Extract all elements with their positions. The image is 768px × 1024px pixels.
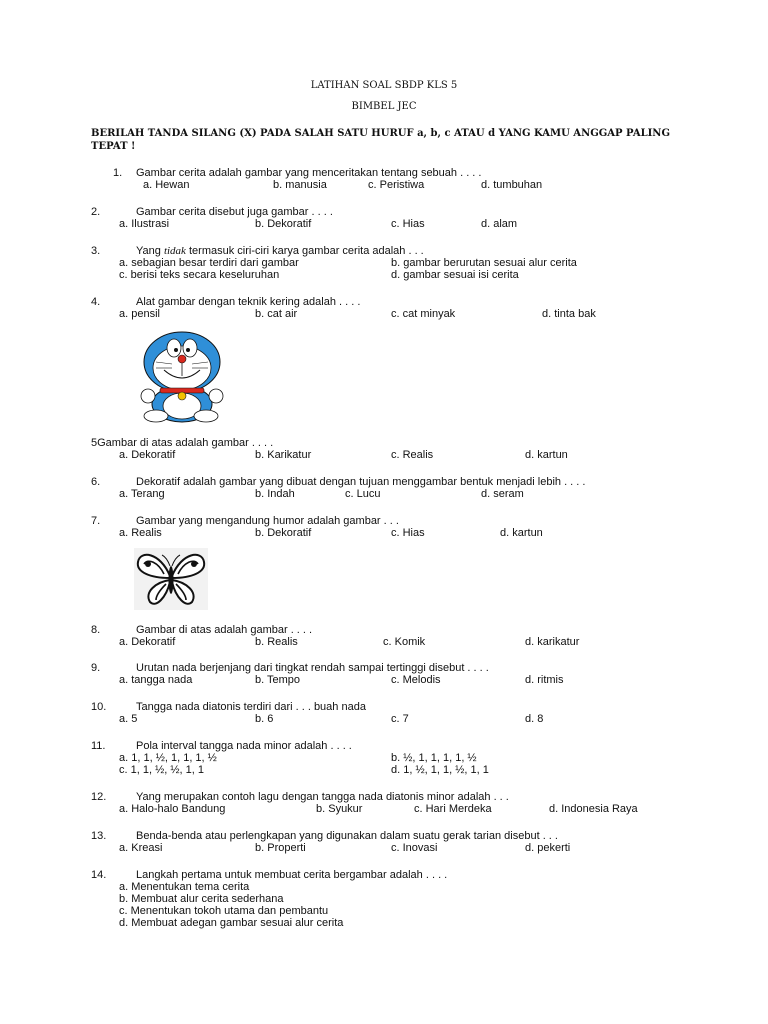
question-number: 12.	[91, 791, 107, 803]
option-a: a. 1, 1, ½, 1, 1, 1, ½	[119, 752, 217, 764]
question-number: 6.	[91, 476, 101, 488]
option-b: b. Dekoratif	[255, 218, 312, 230]
option-b: b. Properti	[255, 842, 306, 854]
option-a: a. Halo-halo Bandung	[119, 803, 226, 815]
question-number: 5	[91, 437, 98, 449]
option-c: c. Realis	[391, 449, 434, 461]
option-d: d. seram	[481, 488, 524, 500]
option-c: c. Menentukan tokoh utama dan pembantu	[119, 905, 329, 917]
emphasized-word: tidak	[163, 245, 186, 257]
option-d: d. kartun	[500, 527, 543, 539]
option-d: d. alam	[481, 218, 518, 230]
question-number: 1.	[113, 167, 123, 179]
option-d: d. karikatur	[525, 636, 580, 648]
option-b: b. Karikatur	[255, 449, 312, 461]
question-text: Gambar cerita adalah gambar yang menceritakan tentang sebuah . . . .	[136, 167, 482, 179]
option-b: b. Syukur	[316, 803, 363, 815]
option-d: d. tumbuhan	[481, 179, 543, 191]
document-subtitle: BIMBEL JEC	[351, 101, 417, 112]
option-c: c. Inovasi	[391, 842, 438, 854]
question-number: 8.	[91, 624, 101, 636]
question-number: 3.	[91, 245, 101, 257]
option-a: a. Kreasi	[119, 842, 163, 854]
question-number: 9.	[91, 662, 101, 674]
question-text: Yang merupakan contoh lagu dengan tangga nada diatonis minor adalah . . .	[136, 791, 509, 803]
option-d: d. 8	[525, 713, 544, 725]
option-a: a. Dekoratif	[119, 449, 176, 461]
option-c: c. berisi teks secara keseluruhan	[119, 269, 280, 281]
option-a: a. Hewan	[143, 179, 190, 191]
question-text: Urutan nada berjenjang dari tingkat rendah sampai tertinggi disebut . . . .	[136, 662, 489, 674]
question-number: 13.	[91, 830, 107, 842]
option-a: a. Dekoratif	[119, 636, 176, 648]
option-a: a. Menentukan tema cerita	[119, 881, 250, 893]
option-b: b. 6	[255, 713, 274, 725]
option-d: d. Membuat adegan gambar sesuai alur cerita	[119, 917, 344, 929]
option-b: b. cat air	[255, 308, 298, 320]
question-number: 11.	[91, 740, 106, 752]
option-d: d. ritmis	[525, 674, 564, 686]
question-number: 2.	[91, 206, 101, 218]
option-b: b. Tempo	[255, 674, 301, 686]
option-b: b. Dekoratif	[255, 527, 312, 539]
question-text: Tangga nada diatonis terdiri dari . . . buah nada	[136, 701, 366, 713]
question-text: Gambar cerita disebut juga gambar . . . .	[136, 206, 333, 218]
option-d: d. 1, ½, 1, 1, ½, 1, 1	[391, 764, 489, 776]
option-b: b. Indah	[255, 488, 295, 500]
question-number: 14.	[91, 869, 107, 881]
option-d: d. kartun	[525, 449, 568, 461]
instruction-line-1: BERILAH TANDA SILANG (X) PADA SALAH SATU HURUF a, b, c ATAU d YANG KAMU ANGGAP PALING	[91, 128, 670, 139]
option-a: a. Realis	[119, 527, 162, 539]
question-number: 10.	[91, 701, 107, 713]
question-number: 4.	[91, 296, 101, 308]
cartoon-robot-cat-picture	[134, 330, 226, 424]
decorative-butterfly-picture	[134, 548, 208, 610]
option-c: c. Lucu	[345, 488, 381, 500]
option-d: d. tinta bak	[542, 308, 596, 320]
option-d: d. pekerti	[525, 842, 571, 854]
question-text: Yang tidak termasuk ciri-ciri karya gambar cerita adalah . . .	[136, 245, 424, 257]
option-b: b. Membuat alur cerita sederhana	[119, 893, 284, 905]
option-c: c. Komik	[383, 636, 426, 648]
document-title: LATIHAN SOAL SBDP KLS 5	[310, 80, 458, 91]
option-d: d. Indonesia Raya	[549, 803, 638, 815]
option-c: c. Hias	[391, 218, 425, 230]
option-a: a. tangga nada	[119, 674, 193, 686]
question-text: Gambar di atas adalah gambar . . . .	[136, 624, 313, 636]
question-text: Langkah pertama untuk membuat cerita bergambar adalah . . . .	[136, 869, 448, 881]
instruction-line-2: TEPAT !	[91, 141, 136, 152]
option-c: c. 7	[391, 713, 409, 725]
option-b: b. manusia	[273, 179, 327, 191]
option-d: d. gambar sesuai isi cerita	[391, 269, 519, 281]
option-b: b. gambar berurutan sesuai alur cerita	[391, 257, 577, 269]
option-b: b. Realis	[255, 636, 298, 648]
option-a: a. pensil	[119, 308, 160, 320]
option-c: c. Hias	[391, 527, 425, 539]
option-c: c. Melodis	[391, 674, 441, 686]
option-a: a. 5	[119, 713, 138, 725]
option-c: c. Peristiwa	[368, 179, 425, 191]
option-c: c. Hari Merdeka	[414, 803, 492, 815]
option-a: a. Ilustrasi	[119, 218, 170, 230]
option-c: c. cat minyak	[391, 308, 456, 320]
question-number: 7.	[91, 515, 101, 527]
question-text: 5Gambar di atas adalah gambar . . . .	[91, 437, 274, 449]
option-a: a. Terang	[119, 488, 165, 500]
question-text: Pola interval tangga nada minor adalah . . . .	[136, 740, 352, 752]
question-text: Dekoratif adalah gambar yang dibuat dengan tujuan menggambar bentuk menjadi lebih . . . .	[136, 476, 586, 488]
question-text: Alat gambar dengan teknik kering adalah . . . .	[136, 296, 361, 308]
question-text: Benda-benda atau perlengkapan yang digunakan dalam suatu gerak tarian disebut . . .	[136, 830, 558, 842]
option-b: b. ½, 1, 1, 1, 1, ½	[391, 752, 477, 764]
question-text: Gambar yang mengandung humor adalah gambar . . .	[136, 515, 399, 527]
option-c: c. 1, 1, ½, ½, 1, 1	[119, 764, 204, 776]
option-a: a. sebagian besar terdiri dari gambar	[119, 257, 299, 269]
